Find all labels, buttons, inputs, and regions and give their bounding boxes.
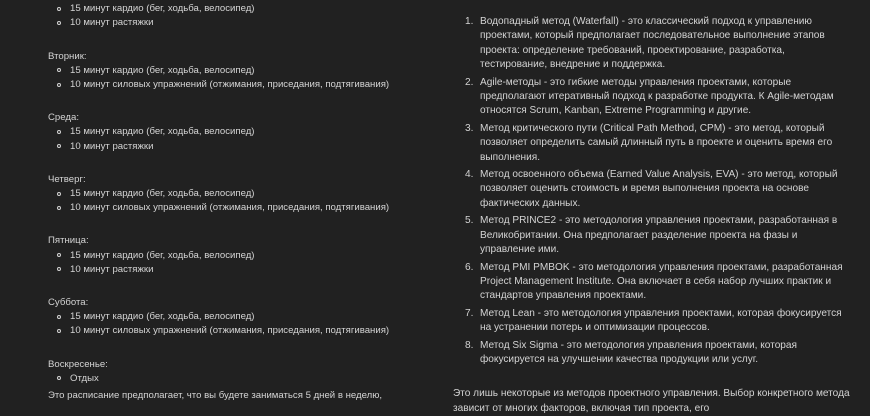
method-item [453, 168, 853, 211]
day-title: Суббота: [48, 297, 89, 309]
method-number: 5. [465, 215, 474, 227]
exercise-text: 10 минут силовых упражнений (отжимания, приседания, подтягивания) [70, 325, 390, 337]
exercise-text: Отдых [70, 372, 99, 384]
exercise-text: 10 минут силовых упражнений (отжимания, приседания, подтягивания) [70, 79, 390, 91]
method-item [453, 339, 853, 368]
day-exercises [48, 64, 448, 92]
exercise-text: 15 минут кардио (бег, ходьба, велосипед) [70, 311, 255, 323]
method-number: 8. [465, 339, 474, 351]
day-exercises [48, 187, 448, 215]
method-text: Метод Six Sigma - это методология управления проектами, которая фокусируется на улучшении качества продукции или услуг. [480, 339, 798, 365]
exercise-item [48, 16, 448, 30]
exercise-item [48, 372, 448, 386]
method-text: Метод PMI PMBOK - это методология управления проектами, разработанная Project Management Institute. Она включает в себя набор лучших практик и стандартов управления проектами. [480, 261, 843, 302]
circle-bullet-icon [57, 7, 61, 11]
schedule-day [48, 296, 448, 339]
exercise-item [48, 249, 448, 263]
exercise-item [48, 263, 448, 277]
method-item [453, 15, 853, 73]
day-title: Воскресенье: [48, 358, 108, 370]
method-number: 2. [465, 76, 474, 88]
schedule-footer-text: Это расписание предполагает, что вы будете заниматься 5 дней в неделю, [48, 390, 383, 401]
method-text: Метод Lean - это методология управления проектами, которая фокусируется на устранении потерь и оптимизации процессов. [480, 307, 842, 334]
circle-bullet-icon [57, 130, 61, 134]
exercise-text: 15 минут кардио (бег, ходьба, велосипед) [70, 126, 255, 138]
day-exercises [48, 125, 448, 153]
method-text: Водопадный метод (Waterfall) - это классический подход к управлению проектами, который предполагает последовательное выполнение этапов проекта: определение требований, проектирование, разработка, тестирование, внедрение и поддержка. [480, 16, 825, 71]
method-item [453, 261, 853, 304]
method-number: 7. [465, 307, 474, 319]
method-number: 1. [465, 16, 474, 27]
exercise-text: 15 минут кардио (бег, ходьба, велосипед) [70, 249, 255, 261]
schedule-day [48, 50, 448, 93]
method-item [453, 214, 853, 257]
circle-bullet-icon [57, 21, 61, 25]
method-text: Метод критического пути (Critical Path Method, CPM) - это метод, который позволяет определить самый длинный путь в проекте и оценить время его выполнения. [480, 122, 833, 163]
day-exercises [48, 249, 448, 277]
exercise-item [48, 125, 448, 139]
circle-bullet-icon [57, 192, 61, 196]
day-exercises [48, 372, 448, 386]
schedule-list [48, 0, 448, 386]
methods-section [453, 15, 853, 416]
exercise-text: 15 минут кардио (бег, ходьба, велосипед) [70, 3, 255, 15]
exercise-text: 10 минут растяжки [70, 263, 154, 275]
day-title: Пятница: [48, 235, 89, 247]
exercise-text: 10 минут растяжки [70, 140, 154, 152]
day-title: Среда: [48, 112, 79, 124]
exercise-item [48, 140, 448, 154]
circle-bullet-icon [57, 253, 61, 257]
exercise-item [48, 310, 448, 324]
day-title: Четверг: [48, 173, 86, 185]
circle-bullet-icon [57, 315, 61, 319]
schedule-day [48, 173, 448, 216]
day-exercises [48, 2, 448, 30]
schedule-day [48, 111, 448, 154]
circle-bullet-icon [57, 144, 61, 148]
circle-bullet-icon [57, 68, 61, 72]
exercise-text: 10 минут силовых упражнений (отжимания, приседания, подтягивания) [70, 202, 390, 214]
method-text: Agile-методы - это гибкие методы управления проектами, которые предполагают итеративный подход к разработке продукта. К Agile-методам относятся Scrum, Kanban, Extreme Programming и другие. [480, 76, 834, 117]
circle-bullet-icon [57, 329, 61, 333]
method-number: 4. [465, 169, 474, 181]
method-item [453, 307, 853, 336]
day-title: Вторник: [48, 50, 87, 62]
circle-bullet-icon [57, 267, 61, 271]
method-number: 3. [465, 122, 474, 134]
exercise-text: 15 минут кардио (бег, ходьба, велосипед) [70, 64, 255, 76]
exercise-item [48, 78, 448, 92]
schedule-day [48, 234, 448, 277]
method-text: Метод PRINCE2 - это методология управления проектами, разработанная в Великобритании. Она предполагает разделение проекта на фазы и управление ими. [480, 215, 838, 256]
exercise-item [48, 64, 448, 78]
exercise-text: 15 минут кардио (бег, ходьба, велосипед) [70, 188, 255, 200]
circle-bullet-icon [57, 83, 61, 87]
exercise-item [48, 324, 448, 338]
method-number: 6. [465, 261, 474, 273]
method-item [453, 76, 853, 119]
exercise-item [48, 187, 448, 201]
day-exercises [48, 310, 448, 338]
circle-bullet-icon [57, 206, 61, 210]
exercise-item [48, 201, 448, 215]
workout-schedule [48, 0, 448, 405]
method-item [453, 122, 853, 165]
method-text: Метод освоенного объема (Earned Value Analysis, EVA) - это метод, который позволяет оценить стоимость и время выполнения проекта на основе фактических данных. [480, 169, 838, 209]
exercise-text: 10 минут растяжки [70, 17, 154, 29]
methods-footer-text: Это лишь некоторые из методов проектного управления. Выбор конкретного метода зависит от многих факторов, включая тип проекта, его [453, 388, 850, 415]
circle-bullet-icon [57, 376, 61, 380]
exercise-item [48, 2, 448, 16]
schedule-day [48, 358, 448, 386]
schedule-day [48, 0, 448, 31]
methods-list [453, 15, 853, 367]
